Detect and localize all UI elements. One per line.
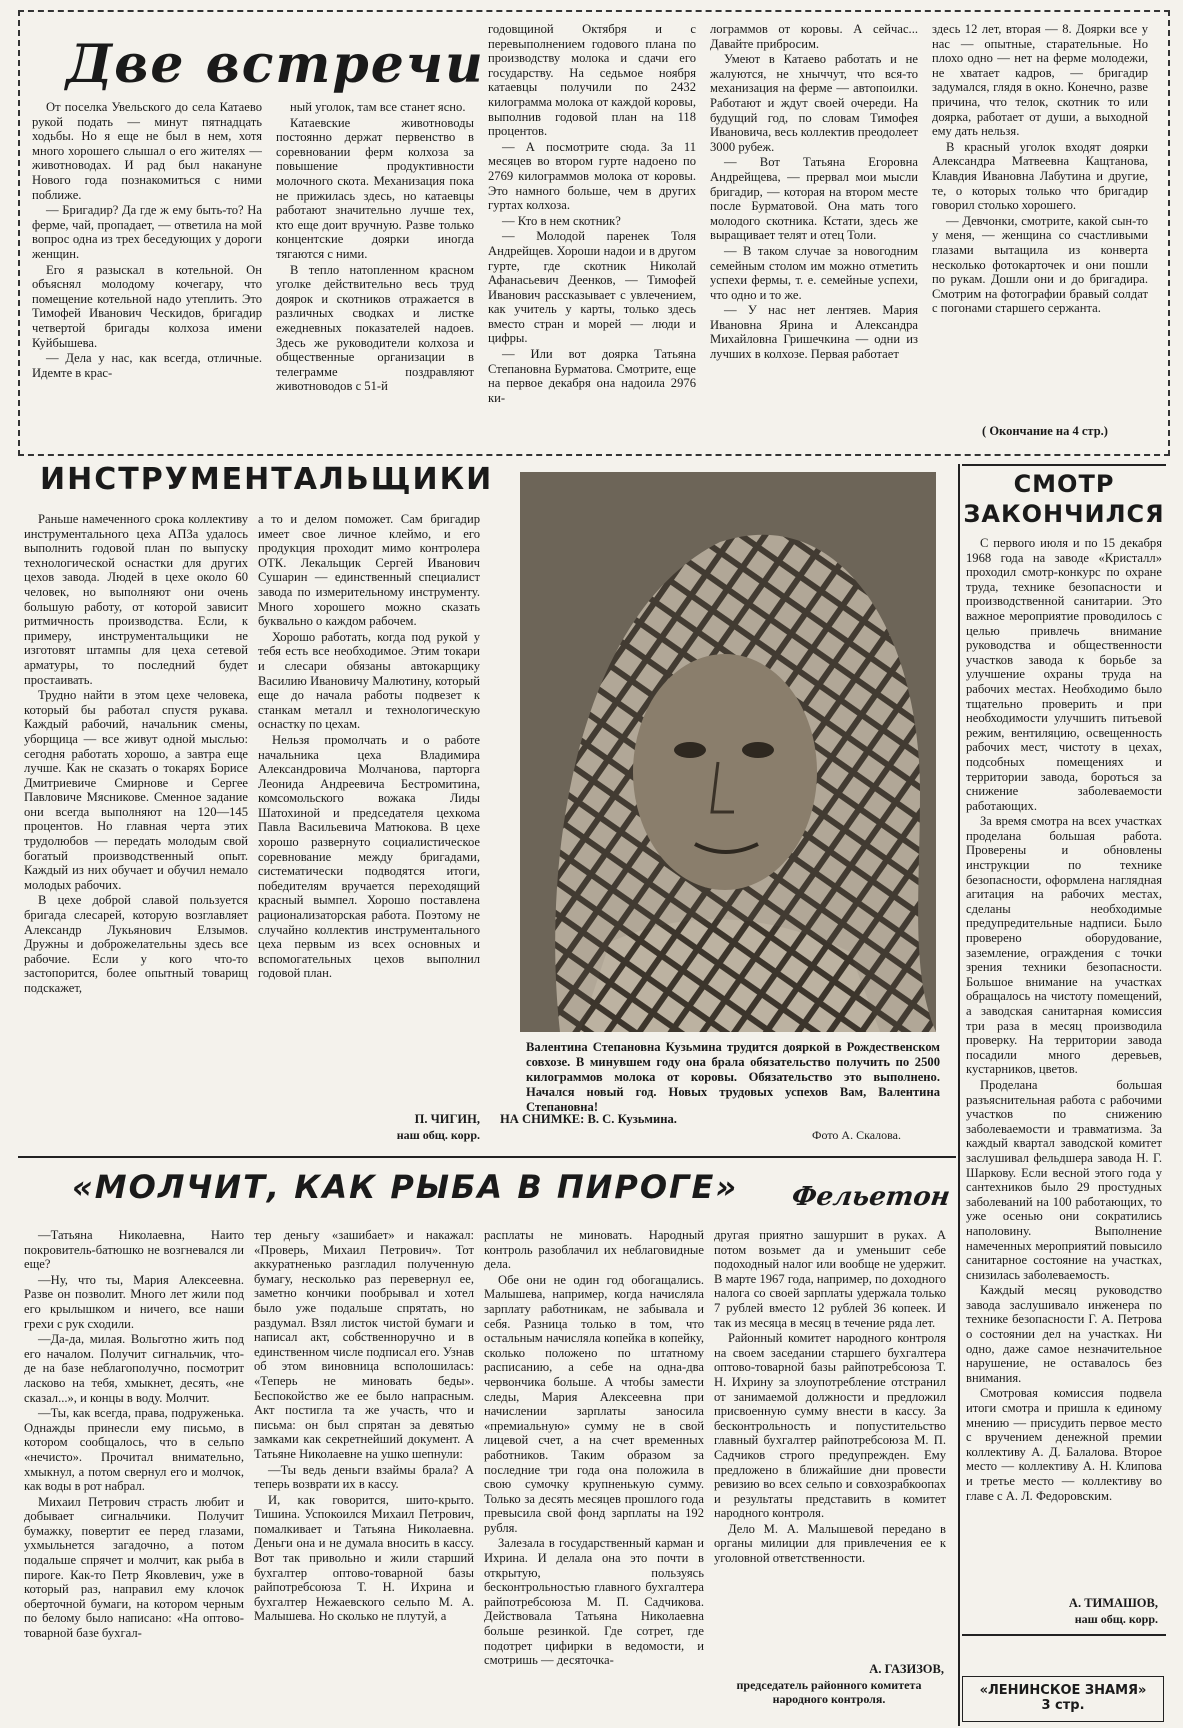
feuilleton-signature-role: председатель районного комитета народного контроля. xyxy=(736,1678,922,1706)
smotr-p4: Каждый месяц руководство завода заслушивало инженера по технике безопасности Г. А. Петрова о состоянии дел на участках. Ни одно, даже самое незначительное нарушение, не оставалось без внимания. xyxy=(966,1283,1162,1385)
smotr-title-line2: ЗАКОНЧИЛСЯ xyxy=(963,500,1165,528)
tool-col-2 xyxy=(258,512,480,1102)
feuilleton-signature: А. ГАЗИЗОВ, xyxy=(869,1662,944,1676)
top-col-5 xyxy=(932,22,1148,420)
top-c4-p1: лограммов от коровы. А сейчас... Давайте прибросим. xyxy=(710,22,918,51)
middle-divider xyxy=(18,1156,956,1158)
tool-c2-p2: Хорошо работать, когда под рукой у тебя есть все необходимое. Этим токари и слесари обязаны автокарщику Василию Ивановичу Малютину, который еще до начала работы подвезет к станкам металл и технологическую оснастку по цехам. xyxy=(258,629,480,732)
smotr-signature: А. ТИМАШОВ, xyxy=(1068,1596,1158,1610)
tool-signature-role: наш общ. корр. xyxy=(396,1128,480,1142)
top-c1-p3: Его я разыскал в котельной. Он объяснял молодому кочегару, что помещение котельной надо утеплить. Это Тимофей Иванович Ческидов, бригадир четвертой бригады колхоза имени Куйбышева. xyxy=(32,262,262,350)
feuilleton-col-4 xyxy=(714,1228,946,1648)
photo-caption: Валентина Степановна Кузьмина трудится дояркой в Рождественском совхозе. В минувшем году она брала обязательство получить по 2500 килограммов молока от коровы. Обязательство это выполнено. Начался новый год. Новых трудовых успехов Вам, Валентина Степановна! xyxy=(526,1040,940,1114)
fel-c3-p3: Залезала в государственный карман и Ихрина. И делала она это почти в открытую, пользуясь бесконтрольностью главного бухгалтера райпотребсоюза М. П. Садчикова. Действовала Татьяна Николаевна больше резинкой. Где сотрет, где подотрет цифирки в ведомости, и смотришь — десяточка- xyxy=(484,1536,704,1668)
fel-c1-p5: Михаил Петрович страсть любит и добывает сигнальчики. Получит бумажку, повертит ее перед глазами, ухмыльнется загадочно, а потом подальше спрячет и молчит, как рыба в пироге. Как-то Петр Яковлевич, уже в который раз, направил ему клочок оберточной бумаги, на котором черным по белому было написано: «На оптово-товарной базе бухгал- xyxy=(24,1494,244,1641)
top-col-1 xyxy=(32,100,262,445)
top-c4-p5: — У нас нет лентяев. Мария Ивановна Ярина и Александра Михайловна Гришечкина — одни из лучших в колхозе. Первая работает xyxy=(710,303,918,362)
top-col-2 xyxy=(276,100,474,445)
fel-c1-p1: —Татьяна Николаевна, Наито покровитель-батюшко не возгневался ли еще? xyxy=(24,1228,244,1272)
footer-page-number: 3 стр. xyxy=(1041,1698,1085,1713)
tool-col-1 xyxy=(24,512,248,1142)
fel-c1-p4: —Ты, как всегда, права, подруженька. Однажды принесли ему письмо, в котором сообщалось, что в сельпо «нечисто». Прочитал внимательно, хмыкнул, а потом свернул его и молчок, как воды в рот набрал. xyxy=(24,1406,244,1494)
smotr-title-line1: СМОТР xyxy=(1013,470,1115,498)
smotr-signature-role: наш общ. корр. xyxy=(1074,1612,1158,1626)
top-c2-p3: В тепло натопленном красном уголке действительно весь труд доярок и скотников отражается в различных сводках и листке ежедневных показателей надоев. Здесь же руководители колхоза и общественные организации в телеграмме поздравляют животноводов с 51-й xyxy=(276,262,474,394)
feuilleton-col-2 xyxy=(254,1228,474,1724)
smotr-p3: Проделана большая разъяснительная работа с рабочими участков по снижению заболеваемости и травматизма. За каждый квартал заводской комитет заслушивал фельдшера завода Н. Г. Шаркову. Если весной этого года у сантехников было 29 простудных заболеваний на 100 работающих, то уже осенью они сократились наполовину. Выполнение намеченных мероприятий повысило санитарное состояние на участках, снизилась заболеваемость. xyxy=(966,1077,1162,1282)
fel-c3-p2: Обе они не один год обогащались. Малышева, например, когда начисляла зарплату работникам, не забывала и себя. Разница только в том, что остальным начисляла копейка в копейку, сколько положено по штатному расписанию, а себе на одна-два червончика больше. А чтобы замести следы, Мария Алексеевна при начислении зарплаты заносила «премиальную» сумму не в свой лицевой счет, а на счет временных работников. Таким образом за последние три года она положила в свою сумочку крупненькую сумму. Только за десять месяцев прошлого года превысила свой фонд зарплаты на 192 рубля. xyxy=(484,1272,704,1535)
smotr-left-rule xyxy=(958,464,960,1726)
top-col-4 xyxy=(710,22,918,445)
top-continuation-note: ( Окончание на 4 стр.) xyxy=(982,424,1108,438)
smotr-p5: Смотровая комиссия подвела итоги смотра и пришла к единому мнению — присудить первое место с вручением денежной премии коллективу А. Д. Балалова. Второе место — коллективу А. Н. Клипова и третье место — коллективу во главе с А. Л. Федоровским. xyxy=(966,1386,1162,1503)
tool-c1-p2: Трудно найти в этом цехе человека, который бы работал спустя рукава. Каждый рабочий, начальник смены, уборщица — все живут одной мыслью: сегодня работать хорошо, а завтра еще лучше. Как не сказать о токарях Борисе Дмитриевиче Смирнове и Сергее Павловиче Мясникове. Сменное задание они всегда выполняют на 120—145 процентов. Но главная черта этих трудолюбов — передать молодым свой богатый производственный опыт. Каждый из них обучает и обучил немало молодых рабочих. xyxy=(24,688,248,892)
smotr-p1: С первого июля и по 15 декабря 1968 года на заводе «Кристалл» проходил смотр-конкурс по охране труда, технике безопасности и производственной санитарии. Это важное мероприятие проводилось с целью привлечь внимание руководства и общественности участков завода к борьбе за улучшение охраны труда на рабочих местах. Необходимо было тщательно проверить и при необходимости улучшить питьевой режим, вентиляцию, освещенность рабочих мест, чистоту в цехах, подсобных помещениях и территории завода, бороться за снижение заболеваемости работающих. xyxy=(966,536,1162,813)
top-c3-p1: годовщиной Октября и с перевыполнением годового плана по производству молока и сдачи его государству. На седьмое ноября катаевцы получили по 2432 килограмма молока от каждой коровы, выполнив годовой план на 118 процентов. xyxy=(488,22,696,139)
fel-c1-p3: —Да-да, милая. Вольготно жить под его началом. Получит сигнальчик, что-де на базе неблагополучно, посмотрит ласково на тебя, хмыкнет, десять, «не сказал...», и концы в воду. Молчит. xyxy=(24,1332,244,1405)
smotr-top-rule xyxy=(962,464,1166,466)
footer-paper-name: «ЛЕНИНСКОЕ ЗНАМЯ» xyxy=(979,1683,1147,1698)
top-col-3 xyxy=(488,22,696,445)
top-c5-p2: В красный уголок входят доярки Александра Матвеевна Кащтанова, Клавдия Ивановна Лабутина и другие, те, о которых только что бригадир говорил столько хорошего. xyxy=(932,139,1148,213)
top-c2-p2: Катаевские животноводы постоянно держат первенство в соревновании ферм колхоза за повышение продуктивности молочного скота. Механизация пока не прижилась здесь, но катаевцы работают значительно лучше тех, кто еще доит вручную. Разве только концентские доярки иногда тягаются с ними. xyxy=(276,115,474,261)
top-c2-p1: ный уголок, там все станет ясно. xyxy=(290,100,466,114)
tool-c2-p3: Нельзя промолчать и о работе начальника цеха Владимира Александровича Молчанова, парторга Леонида Андреевича Бестромитина, комсомольского вожака Лиды Шатохиной и председателя цехкома Павла Васильевича Матюкова. В цехе хорошо развернуто социалистическое соревнование между бригадами, систематически подводятся итоги, победителям вручается переходящий красный вымпел. Хорошо поставлена рационализаторская работа. Поэтому не случайно коллектив инструментального цеха первым из всех основных и вспомогательных цехов выполнил годовой план. xyxy=(258,732,480,981)
feuilleton-rubric: Фельетон xyxy=(789,1182,952,1212)
newspaper-footer xyxy=(962,1676,1164,1722)
tool-article-title: ИНСТРУМЕНТАЛЬЩИКИ xyxy=(40,462,494,497)
top-c3-p3: — Кто в нем скотник? xyxy=(502,213,621,228)
tool-c2-p1: а то и делом поможет. Сам бригадир имеет свое личное клеймо, и его продукция проходит мимо контролера ОТК. Лекальщик Сергей Иванович Сушарин — единственный специалист завода по измерительному инструменту. Много хорошего можно сказать буквально о каждом рабочем. xyxy=(258,512,480,629)
fel-c2-p3: И, как говорится, шито-крыто. Тишина. Успокоился Михаил Петрович, помалкивает и Татьяна Николаевна. Деньги она и не думала вносить в кассу. Вот так привольно и жили старший бухгалтер оптово-товарной базы райпотребсоюза Т. Н. Ихрина и бухгалтер Нежаевского сельпо М. А. Малышева. Но сколько не плутуй, а xyxy=(254,1492,474,1624)
top-article-title: Две встречи xyxy=(66,34,485,95)
top-c5-p3: — Девчонки, смотрите, какой сын-то у меня, — женщина со счастливыми глазами вытащила из конверта несколько фотокарточек и они пошли по рукам. Дошли они и до бригадира. Смотрим на фотографии бравый солдат с погонами старшего сержанта. xyxy=(932,213,1148,316)
top-c3-p5: — Или вот доярка Татьяна Степановна Бурматова. Смотрите, еще на первое декабря она надоила 2976 ки- xyxy=(488,347,696,405)
smotr-body xyxy=(966,536,1162,1590)
tool-signature: П. ЧИГИН, xyxy=(414,1112,480,1126)
top-c1-p2: — Бригадир? Да где ж ему быть-то? На ферме, чай, пропадает, — ответила на мой вопрос одна из трех беседующих у дороги женщин. xyxy=(32,203,262,261)
fel-c2-p1: тер деньгу «зашибает» и накажал: «Проверь, Михаил Петрович». Тот аккуратненько разгладил полученную бумагу, несколько раз перевернул ее, заметно кончики пообрывал и хотел было уже подальше спрятать, но раздумал. Взял листок чистой бумаги и написал акт, собственноручно и в единственном числе подписал его. Узнав об этом виновница всполошилась: «Теперь не миновать беды». Беспокойство же ее было напрасным. Акт постигла та же участь, что и письма: он был спрятан за девятью замками как секретнейший документ. А Татьяне Николаевне на ушко шепнули: xyxy=(254,1228,474,1461)
top-c1-p4: — Дела у нас, как всегда, отличные. Идемте в крас- xyxy=(32,351,262,380)
feuilleton-title: «МОЛЧИТ, КАК РЫБА В ПИРОГЕ» xyxy=(72,1168,739,1206)
fel-c4-p1: другая приятно зашуршит в руках. А потом возьмет да и уменьшит себе подоходный налог или вообще не удержит. В марте 1967 года, например, по доходного налога со своей зарплаты удержала только 7 рублей вместо 12 рублей 36 копеек. И так из месяца в месяц в течение ряда лет. xyxy=(714,1228,946,1330)
portrait-illustration xyxy=(520,472,936,1032)
portrait-photo xyxy=(520,472,936,1032)
top-c1-p1: От поселка Увельского до села Катаево рукой подать — минут пятнадцать ходьбы. Но я еще не был в нем, хотя много хорошего слышал о его жителях — животноводах. И рад был накануне Нового года познакомиться с ними поближе. xyxy=(32,100,262,202)
fel-c4-p2: Районный комитет народного контроля на своем заседании старшего бухгалтера оптово-товарной базы райпотребсоюза Т. Н. Ихрину за злоупотребление отстранил от занимаемой должности и предложил присвоенную сумму внести в кассу. За бесконтрольность и попустительство главный бухгалтер райпотребсоюза М. П. Садчиков строго предупрежден. Ему предложено в ближайшие дни провести ревизию во всех сельпо и совхозрабкоопах и результаты представить в комитет народного контроля. xyxy=(714,1331,946,1521)
fel-c3-p1: расплаты не миновать. Народный контроль разоблачил их неблаговидные дела. xyxy=(484,1228,704,1272)
fel-c4-p3: Дело М. А. Малышевой передано в органы милиции для привлечения ее к уголовной ответственности. xyxy=(714,1521,946,1566)
photo-subcaption: НА СНИМКЕ: В. С. Кузьмина. xyxy=(500,1112,677,1126)
smotr-bottom-rule xyxy=(962,1634,1166,1636)
photo-credit: Фото А. Скалова. xyxy=(812,1128,901,1142)
top-c5-p1: здесь 12 лет, вторая — 8. Доярки все у нас — опытные, старательные. Но плохо одно — нет на ферме молодежи, не хватает кадров, — бригадир задумался, глядя в окно. Конечно, разве причина, что телок, скотник то или доярка, работает от души, а выходной ему дать нельзя. xyxy=(932,22,1148,139)
feuilleton-col-3 xyxy=(484,1228,704,1724)
fel-c1-p2: —Ну, что ты, Мария Алексеевна. Разве он позволит. Много лет жили под его крылышком и ничего, все наши грехи с рук сходили. xyxy=(24,1272,244,1331)
tool-c1-p3: В цехе доброй славой пользуется бригада слесарей, которую возглавляет Александр Лукьянович Елзымов. Дружны и доброжелательны здесь все рабочие. Если у кого что-то застопорится, более опытный товарищ подскажет, xyxy=(24,893,248,995)
top-c3-p4: — Молодой паренек Толя Андрейщев. Хороши надои и в другом гурте, где скотник Николай Афанасьевич Деенков, — Тимофей Иванович рассказывает с увлечением, как учитель у карты, только здесь вместо стран и морей — люди и цифры. xyxy=(488,229,696,346)
fel-c2-p2: —Ты ведь деньги взаймы брала? А теперь возврати их в кассу. xyxy=(254,1462,474,1492)
smotr-p2: За время смотра на всех участках проделана большая работа. Проверены и обновлены инструкции по технике безопасности, оформлена наглядная агитация на рабочих местах, сделаны необходимые предупредительные надписи. Было проверено оборудование, заземление, ограждения с точки зрения техники безопасности. Большое внимание на участках обращалось на чистоту помещений, а заводская санитарная комиссия три раза в месяц производила проверку. На территории завода посадили много деревьев, кустарников, цветов. xyxy=(966,814,1162,1077)
top-c3-p2: — А посмотрите сюда. За 11 месяцев во втором гурте надоено по 2769 килограммов молока от коровы. Это намного больше, чем в других гуртах колхоза. xyxy=(488,139,696,213)
feuilleton-col-1 xyxy=(24,1228,244,1724)
tool-c1-p1: Раньше намеченного срока коллективу инструментального цеха АПЗа удалось выполнить годовой план по выпуску технологической оснастки для других цехов завода. Людей в цехе около 60 человек, но выполняют они очень большую работу, от которой зависит ритмичность производства. Если, к примеру, инструментальщики не изготовят штампы для цеха сетевой арматуры, то последний будет простаивать. xyxy=(24,512,248,687)
top-c4-p2: Умеют в Катаево работать и не жалуются, не хныччут, что вся-то механизация на ферме — автопоилки. Работают и ждут своей очереди. На будущий год, по словам Тимофея Ивановича, весь коллектив преодолеет 3000 рубеж. xyxy=(710,52,918,154)
top-c4-p4: — В таком случае за новогодним семейным столом им можно отметить успехи фермы, т. е. семейные успехи, что одно и то же. xyxy=(710,243,918,302)
top-c4-p3: — Вот Татьяна Егоровна Андрейщева, — прервал мои мысли бригадир, — которая на втором месте после Бурматовой. Она мать того молодого скотника. Кстати, здесь же выращивает телят и отец Толи. xyxy=(710,155,918,243)
